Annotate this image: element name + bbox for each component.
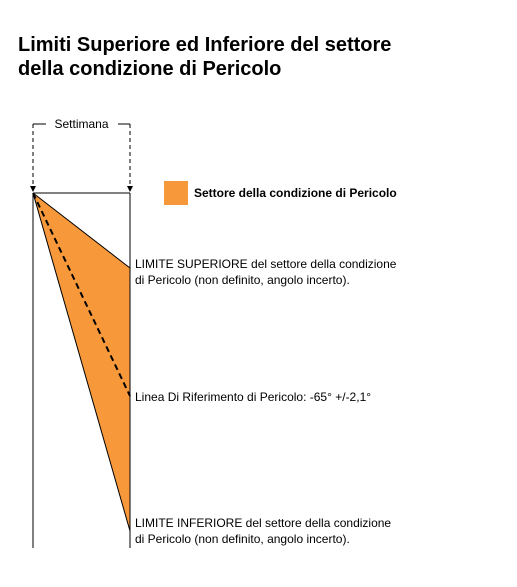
lower-limit-line-1: LIMITE INFERIORE del settore della condizione (135, 516, 392, 530)
week-arrow-left (30, 186, 36, 192)
upper-limit-line-2: di Pericolo (non definito, angolo incerto). (135, 273, 350, 287)
legend-label: Settore della condizione di Pericolo (194, 186, 397, 200)
upper-limit-line-1: LIMITE SUPERIORE del settore della condizione (135, 257, 397, 271)
legend-swatch (164, 181, 188, 205)
legend (164, 181, 397, 205)
title-line-1: Limiti Superiore ed Inferiore del settore (18, 34, 392, 56)
title-line-2: della condizione di Pericolo (18, 58, 282, 80)
week-arrow-right (127, 186, 133, 192)
lower-limit-label (135, 515, 391, 547)
reference-line-label: Linea Di Riferimento di Pericolo: -65° +/-2,1° (135, 390, 372, 404)
lower-limit-line-2: di Pericolo (non definito, angolo incerto). (135, 532, 350, 546)
upper-limit-label (135, 256, 396, 288)
week-label: Settimana (50, 117, 113, 131)
